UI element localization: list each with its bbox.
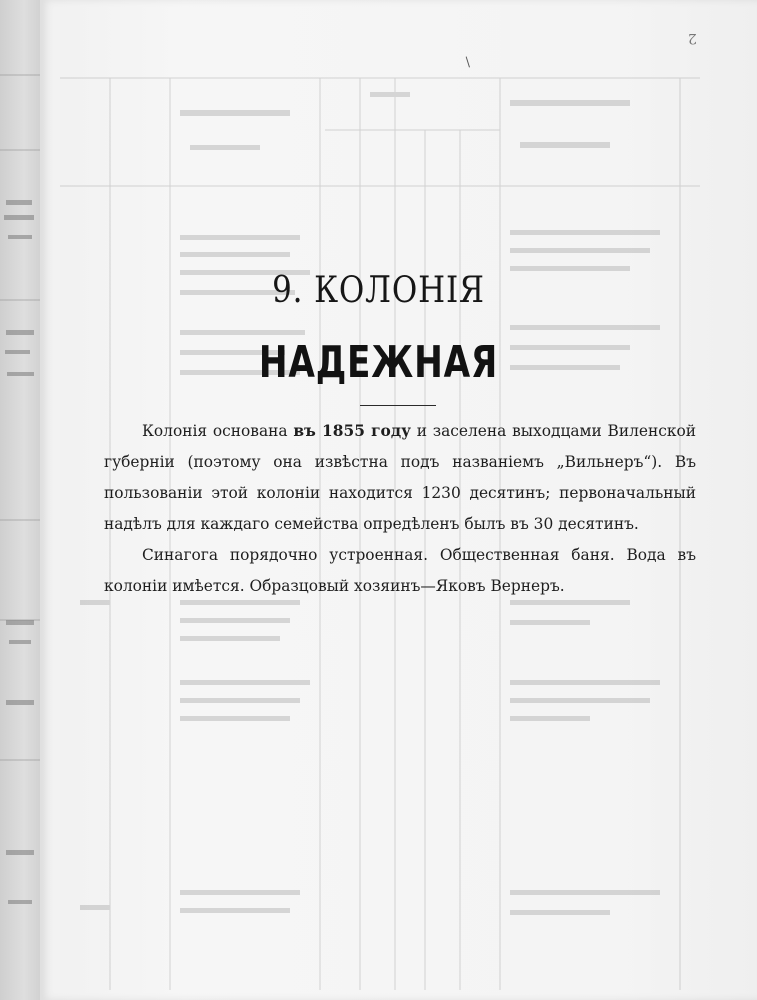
paragraph-founding: Колонія основана въ 1855 году и заселена выходцами Виленской губерніи (поэтому она извѣстна подъ названіемъ „Вильнеръ“). Въ пользованіи этой колоніи находится 1230 десятинъ; первоначальный надѣлъ для каждаго семейства опредѣленъ былъ въ 30 десятинъ. bbox=[104, 422, 696, 533]
colony-name: НАДЕЖНАЯ bbox=[258, 337, 499, 388]
paragraph-facilities: Синагога порядочно устроенная. Общественная баня. Вода въ колоніи имѣется. Образцовый хозяинъ—Яковъ Вернеръ. bbox=[104, 546, 696, 595]
colony-heading bbox=[53, 270, 704, 311]
colony-number: 9. bbox=[272, 270, 304, 311]
colony-heading-word: КОЛОНІЯ bbox=[314, 270, 485, 311]
page-number-mark: 2 bbox=[688, 30, 697, 46]
title-divider bbox=[360, 405, 436, 406]
pen-mark: / bbox=[462, 55, 475, 70]
founding-year: въ 1855 году bbox=[293, 422, 411, 440]
colony-description bbox=[104, 416, 696, 602]
adjacent-page-edge bbox=[0, 0, 40, 1000]
